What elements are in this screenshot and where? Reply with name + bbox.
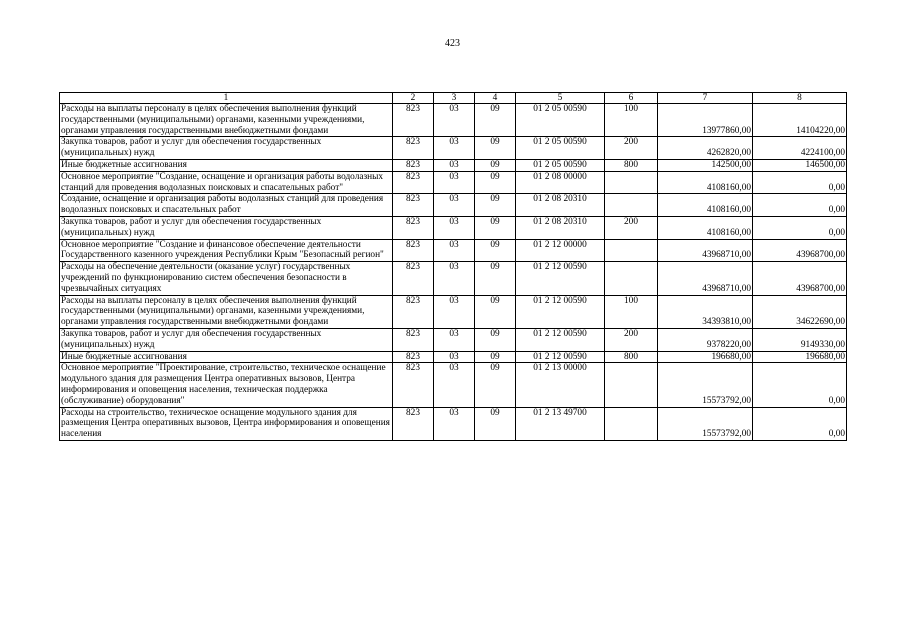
table-row	[60, 216, 847, 239]
cell-description: Основное мероприятие "Создание и финансовое обеспечение деятельности Государственного казенного учреждения Республики Крым "Безопасный регион"	[60, 239, 393, 262]
cell-description: Расходы на строительство, техническое оснащение модульного здания для размещения Центра оперативных вызовов, Центра информирования и оповещения населения	[60, 407, 393, 440]
cell-grbs-code: 823	[393, 262, 434, 295]
cell-expense-type	[605, 363, 658, 407]
cell-target-article: 01 2 13 00000	[516, 363, 605, 407]
cell-amount-year-1: 142500,00	[658, 159, 753, 171]
cell-expense-type: 200	[605, 328, 658, 351]
cell-expense-type: 200	[605, 216, 658, 239]
cell-description: Расходы на выплаты персоналу в целях обеспечения выполнения функций государственными (муниципальными) органами, казенными учреждениями, органами управления государственными внебюджетными фондами	[60, 295, 393, 328]
cell-amount-year-1: 4108160,00	[658, 171, 753, 194]
cell-expense-type: 800	[605, 351, 658, 363]
cell-subsection-code: 09	[475, 104, 516, 137]
column-header: 8	[753, 93, 847, 104]
cell-amount-year-2: 14104220,00	[753, 104, 847, 137]
cell-amount-year-1: 4262820,00	[658, 137, 753, 160]
cell-amount-year-2: 43968700,00	[753, 239, 847, 262]
cell-grbs-code: 823	[393, 407, 434, 440]
cell-grbs-code: 823	[393, 171, 434, 194]
cell-amount-year-2: 43968700,00	[753, 262, 847, 295]
column-header: 1	[60, 93, 393, 104]
cell-amount-year-2: 0,00	[753, 194, 847, 217]
table-row	[60, 171, 847, 194]
table-row	[60, 363, 847, 407]
cell-amount-year-1: 15573792,00	[658, 407, 753, 440]
cell-subsection-code: 09	[475, 295, 516, 328]
cell-grbs-code: 823	[393, 194, 434, 217]
cell-subsection-code: 09	[475, 363, 516, 407]
cell-section-code: 03	[434, 171, 475, 194]
cell-expense-type: 200	[605, 137, 658, 160]
cell-section-code: 03	[434, 295, 475, 328]
cell-description: Основное мероприятие "Создание, оснащение и организация работы водолазных станций для проведения водолазных поисковых и спасательных работ"	[60, 171, 393, 194]
cell-target-article: 01 2 08 00000	[516, 171, 605, 194]
cell-target-article: 01 2 12 00590	[516, 351, 605, 363]
cell-description: Иные бюджетные ассигнования	[60, 159, 393, 171]
cell-expense-type	[605, 239, 658, 262]
cell-description: Расходы на выплаты персоналу в целях обеспечения выполнения функций государственными (муниципальными) органами, казенными учреждениями, органами управления государственными внебюджетными фондами	[60, 104, 393, 137]
cell-grbs-code: 823	[393, 159, 434, 171]
cell-target-article: 01 2 12 00590	[516, 295, 605, 328]
cell-section-code: 03	[434, 328, 475, 351]
cell-amount-year-1: 15573792,00	[658, 363, 753, 407]
cell-subsection-code: 09	[475, 328, 516, 351]
cell-expense-type	[605, 407, 658, 440]
table-row	[60, 328, 847, 351]
table-row	[60, 262, 847, 295]
cell-subsection-code: 09	[475, 194, 516, 217]
cell-target-article: 01 2 12 00590	[516, 328, 605, 351]
cell-subsection-code: 09	[475, 137, 516, 160]
cell-subsection-code: 09	[475, 239, 516, 262]
cell-amount-year-2: 0,00	[753, 363, 847, 407]
cell-subsection-code: 09	[475, 262, 516, 295]
cell-amount-year-2: 9149330,00	[753, 328, 847, 351]
cell-description: Иные бюджетные ассигнования	[60, 351, 393, 363]
cell-amount-year-2: 196680,00	[753, 351, 847, 363]
cell-section-code: 03	[434, 159, 475, 171]
cell-description: Закупка товаров, работ и услуг для обеспечения государственных (муниципальных) нужд	[60, 137, 393, 160]
cell-expense-type	[605, 262, 658, 295]
cell-amount-year-2: 4224100,00	[753, 137, 847, 160]
cell-subsection-code: 09	[475, 171, 516, 194]
column-header: 4	[475, 93, 516, 104]
cell-section-code: 03	[434, 262, 475, 295]
cell-grbs-code: 823	[393, 363, 434, 407]
cell-amount-year-1: 34393810,00	[658, 295, 753, 328]
column-header: 5	[516, 93, 605, 104]
cell-description: Основное мероприятие "Проектирование, строительство, техническое оснащение модульного здания для размещения Центра оперативных вызовов, Центра информирования и оповещения населения, техническая поддержка (обслуживание) оборудования"	[60, 363, 393, 407]
cell-grbs-code: 823	[393, 328, 434, 351]
table-row	[60, 104, 847, 137]
cell-target-article: 01 2 08 20310	[516, 194, 605, 217]
cell-amount-year-2: 34622690,00	[753, 295, 847, 328]
cell-target-article: 01 2 12 00590	[516, 262, 605, 295]
cell-target-article: 01 2 08 20310	[516, 216, 605, 239]
table-row	[60, 239, 847, 262]
column-header: 3	[434, 93, 475, 104]
cell-section-code: 03	[434, 137, 475, 160]
cell-amount-year-1: 196680,00	[658, 351, 753, 363]
cell-grbs-code: 823	[393, 137, 434, 160]
cell-amount-year-1: 13977860,00	[658, 104, 753, 137]
column-header: 2	[393, 93, 434, 104]
cell-target-article: 01 2 12 00000	[516, 239, 605, 262]
table-row	[60, 194, 847, 217]
cell-expense-type: 100	[605, 295, 658, 328]
cell-section-code: 03	[434, 351, 475, 363]
column-header: 6	[605, 93, 658, 104]
cell-subsection-code: 09	[475, 407, 516, 440]
page-number: 423	[445, 38, 460, 49]
cell-target-article: 01 2 13 49700	[516, 407, 605, 440]
table-row	[60, 295, 847, 328]
cell-amount-year-1: 43968710,00	[658, 262, 753, 295]
cell-expense-type	[605, 194, 658, 217]
budget-table	[59, 92, 847, 441]
cell-subsection-code: 09	[475, 351, 516, 363]
cell-amount-year-1: 43968710,00	[658, 239, 753, 262]
cell-section-code: 03	[434, 104, 475, 137]
cell-grbs-code: 823	[393, 295, 434, 328]
cell-amount-year-1: 9378220,00	[658, 328, 753, 351]
cell-section-code: 03	[434, 216, 475, 239]
cell-section-code: 03	[434, 363, 475, 407]
cell-amount-year-1: 4108160,00	[658, 216, 753, 239]
cell-section-code: 03	[434, 407, 475, 440]
table-row	[60, 159, 847, 171]
table-header-row	[60, 93, 847, 104]
table-row	[60, 351, 847, 363]
cell-grbs-code: 823	[393, 239, 434, 262]
cell-description: Расходы на обеспечение деятельности (оказание услуг) государственных учреждений по функционированию систем обеспечения безопасности в чрезвычайных ситуациях	[60, 262, 393, 295]
cell-amount-year-2: 0,00	[753, 171, 847, 194]
cell-target-article: 01 2 05 00590	[516, 104, 605, 137]
table-row	[60, 137, 847, 160]
cell-expense-type: 100	[605, 104, 658, 137]
cell-grbs-code: 823	[393, 216, 434, 239]
cell-section-code: 03	[434, 194, 475, 217]
cell-grbs-code: 823	[393, 351, 434, 363]
cell-target-article: 01 2 05 00590	[516, 137, 605, 160]
cell-description: Закупка товаров, работ и услуг для обеспечения государственных (муниципальных) нужд	[60, 328, 393, 351]
cell-subsection-code: 09	[475, 216, 516, 239]
cell-amount-year-2: 0,00	[753, 216, 847, 239]
cell-target-article: 01 2 05 00590	[516, 159, 605, 171]
cell-subsection-code: 09	[475, 159, 516, 171]
cell-expense-type	[605, 171, 658, 194]
cell-amount-year-1: 4108160,00	[658, 194, 753, 217]
cell-expense-type: 800	[605, 159, 658, 171]
cell-description: Закупка товаров, работ и услуг для обеспечения государственных (муниципальных) нужд	[60, 216, 393, 239]
cell-amount-year-2: 146500,00	[753, 159, 847, 171]
cell-section-code: 03	[434, 239, 475, 262]
table-body	[60, 104, 847, 441]
cell-amount-year-2: 0,00	[753, 407, 847, 440]
table-row	[60, 407, 847, 440]
column-header: 7	[658, 93, 753, 104]
cell-description: Создание, оснащение и организация работы водолазных станций для проведения водолазных поисковых и спасательных работ	[60, 194, 393, 217]
cell-grbs-code: 823	[393, 104, 434, 137]
